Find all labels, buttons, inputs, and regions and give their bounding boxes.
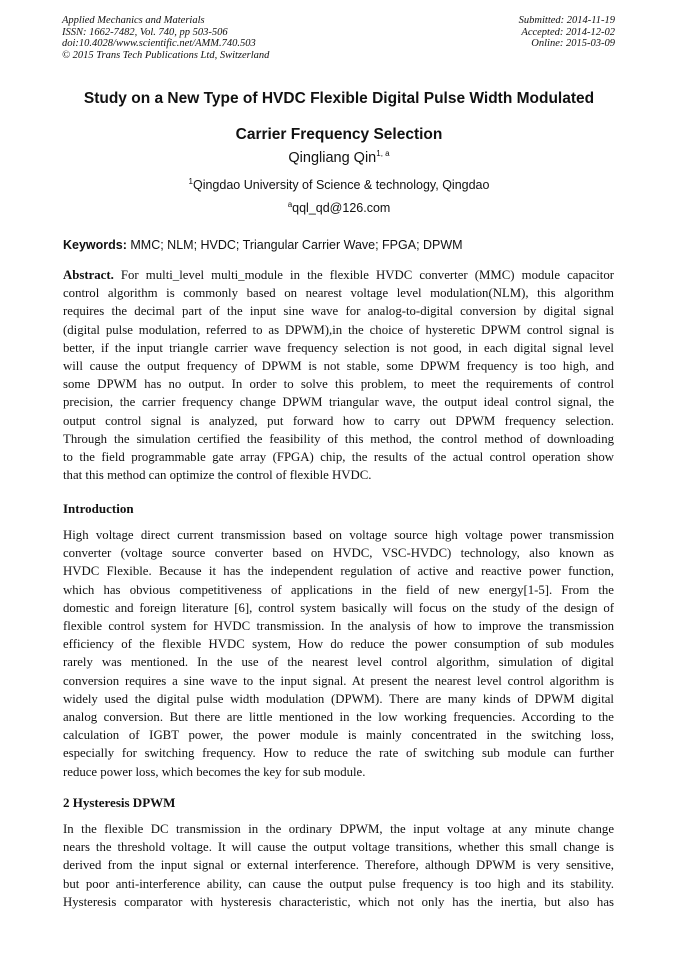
journal-doi: doi:10.4028/www.scientific.net/AMM.740.503: [62, 38, 256, 49]
author-name: Qingliang Qin: [288, 150, 377, 166]
hysteresis-body: [63, 820, 614, 911]
paper-title-line-1: Study on a New Type of HVDC Flexible Digital Pulse Width Modulated: [83, 90, 595, 107]
introduction-body: [63, 526, 614, 781]
introduction-line: domestic and foreign literature [6], control system basically will focus on the study of the design of: [63, 600, 614, 615]
abstract-line: requires the decimal part of the input sine wave for analog-to-digital conversion by digital signal: [63, 304, 614, 319]
introduction-line: calculation of IGBT power, the power module is mainly concentrated in the switching loss,: [63, 728, 614, 743]
journal-issn: ISSN: 1662-7482, Vol. 740, pp 503-506: [62, 26, 228, 38]
email-address[interactable]: qql_qd@126.com: [292, 201, 391, 215]
journal-name: Applied Mechanics and Materials: [62, 15, 205, 26]
author: [40, 150, 638, 166]
abstract-line: control algorithm is commonly based on nearest voltage level modulation(NLM), this algorithm: [63, 286, 614, 301]
introduction-heading: Introduction: [63, 501, 134, 516]
affiliation-superscript: 1: [188, 176, 193, 186]
abstract-line: to the field programmable gate array (FPGA) chip, the results of the actual control operation show: [63, 450, 614, 465]
introduction-line: High voltage direct current transmission based on voltage source high voltage power transmission: [63, 528, 614, 542]
introduction-line: conversion requires a sine wave to the input signal. At present the nearest level control algorithm is: [63, 673, 614, 688]
hysteresis-line: derived from the input signal or external interference. Therefore, although DPWM is very sensitive,: [63, 858, 614, 873]
abstract: [63, 266, 614, 484]
abstract-line: (digital pulse modulation, referred to as DPWM),in the choice of hysteretic DPWM control signal is: [63, 322, 614, 337]
abstract-line: Through the simulation certified the feasibility of this method, the control method of downloading: [63, 431, 614, 446]
keywords: [63, 238, 623, 252]
abstract-line: some DPWM has no output. In order to solve this problem, to meet the requirements of control: [63, 377, 614, 392]
hysteresis-line: but poor anti-interference ability, can cause the output pulse frequency is too high and its stability.: [63, 876, 614, 891]
introduction-line: widely used the digital pulse width modulation (DPWM). There are many kinds of DPWM digital: [63, 691, 614, 706]
abstract-line: output control signal is analyzed, put forward how to carry out DPWM frequency selection.: [63, 413, 614, 428]
affiliation: [40, 178, 638, 192]
introduction-line: reduce power loss, which becomes the key for sub module.: [63, 764, 366, 779]
introduction-line: efficiency of the flexible HVDC system, How do reduce the power consumption of sub modules: [63, 637, 614, 652]
abstract-label: Abstract.: [63, 268, 114, 282]
introduction-line: which has obvious competitiveness of applications in the field of new energy[1-5]. From the: [63, 582, 614, 597]
paper-title-line-2: Carrier Frequency Selection: [235, 126, 443, 143]
abstract-line: Abstract. For multi_level multi_module in the flexible HVDC converter (MMC) module capacitor: [63, 268, 614, 282]
introduction-line: converter (voltage source converter based on HVDC, VSC-HVDC) technology, also known as: [63, 546, 614, 561]
affiliation-text: Qingdao University of Science & technology, Qingdao: [192, 178, 490, 192]
email-superscript: a: [287, 199, 293, 209]
accepted-date: Accepted: 2014-12-02: [521, 26, 615, 38]
journal-info: [62, 15, 269, 61]
journal-copyright: © 2015 Trans Tech Publications Ltd, Switzerland: [62, 49, 270, 61]
abstract-line: better, if the input triangle carrier wave frequency selection is not good, in each digital signal level: [63, 340, 614, 355]
hysteresis-heading: 2 Hysteresis DPWM: [63, 795, 176, 810]
email: [40, 201, 638, 215]
author-superscript: 1, a: [376, 149, 390, 159]
keywords-label: Keywords:: [63, 238, 127, 252]
abstract-line: will cause the output frequency of DPWM is not stable, some DPWM frequency is too high, and: [63, 359, 614, 374]
introduction-line: especially for switching frequency. How to reduce the rate of switching sub module can further: [63, 746, 614, 761]
abstract-line: precision, the carrier frequency change DPWM triangular wave, the output ideal control signal, the: [63, 395, 614, 410]
abstract-line: that this method can optimize the control of flexible HVDC.: [63, 468, 372, 483]
introduction-line: flexible control system for HVDC transmission. In the analysis of how to improve the transmission: [63, 619, 614, 634]
introduction-line: rarely was mentioned. In the use of the nearest level control algorithm, simulation of digital: [63, 655, 614, 670]
online-date: Online: 2015-03-09: [531, 38, 615, 49]
submitted-date: Submitted: 2014-11-19: [518, 15, 615, 26]
hysteresis-line: Hysteresis comparator with hysteresis characteristic, which not only has the inertia, but also has: [63, 894, 614, 909]
hysteresis-line: nears the threshold voltage. It will cause the output voltage transitions, whether this small change is: [63, 840, 614, 855]
submission-dates: [519, 15, 615, 50]
introduction-line: HVDC Flexible. Because it has the independent regulation of active and reactive power function,: [63, 564, 614, 579]
introduction-line: analog conversion. But there are little mentioned in the low working frequencies. According to the: [63, 710, 614, 725]
keywords-text: MMC; NLM; HVDC; Triangular Carrier Wave; FPGA; DPWM: [126, 238, 463, 252]
hysteresis-line: In the flexible DC transmission in the ordinary DPWM, the input voltage at any minute change: [63, 822, 614, 836]
